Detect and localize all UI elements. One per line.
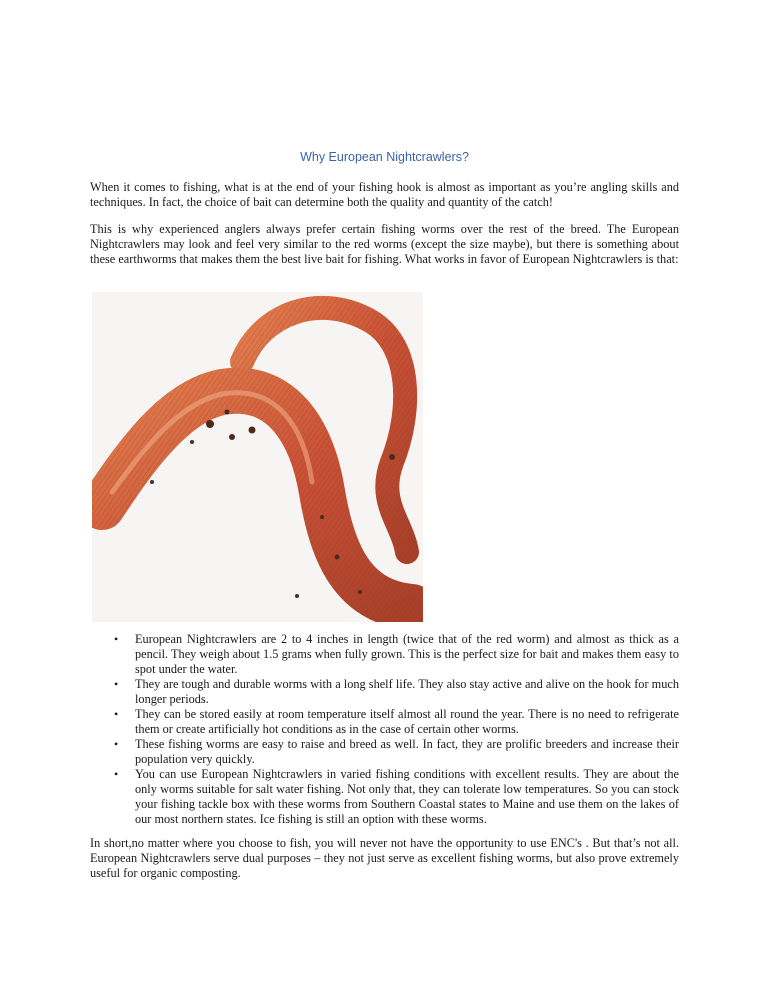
- list-item: [90, 707, 679, 737]
- list-item-text: You can use European Nightcrawlers in varied fishing conditions with excellent results. They are about the only worms suitable for salt water fishing. Not only that, they can tolerate low temperatures. So you can stock your fishing tackle box with these worms from Southern Coastal states to Maine and use them on the lakes of our most northern states. Ice fishing is still an option with these worms.: [135, 767, 679, 826]
- nightcrawler-photo: [92, 292, 423, 622]
- bullet-icon: •: [114, 632, 119, 646]
- list-item-text: They can be stored easily at room temperature itself almost all round the year. There is no need to refrigerate them or create artificially hot conditions as in the case of certain other worms.: [135, 707, 679, 736]
- intro-paragraph-2: This is why experienced anglers always prefer certain fishing worms over the rest of the breed. The European Nightcrawlers may look and feel very similar to the red worms (except the size maybe), but there is something about these earthworms that makes them the best live bait for fishing. What works in favor of European Nightcrawlers is that:: [90, 222, 679, 266]
- bullet-icon: •: [114, 707, 119, 721]
- bullet-icon: •: [114, 767, 119, 781]
- worm-benefits-list: [90, 632, 679, 827]
- list-item: [90, 632, 679, 677]
- list-item: [90, 677, 679, 707]
- list-item-text: They are tough and durable worms with a long shelf life. They also stay active and alive on the hook for much longer periods.: [135, 677, 679, 706]
- intro-paragraph-1: When it comes to fishing, what is at the end of your fishing hook is almost as important as you’re angling skills and techniques. In fact, the choice of bait can determine both the quality and quantity of the catch!: [90, 180, 679, 209]
- closing-paragraph: In short,no matter where you choose to fish, you will never not have the opportunity to use ENC's . But that’s not all. European Nightcrawlers serve dual purposes – they not just serve as excellent fishing worms, but also prove extremely useful for organic composting.: [90, 836, 679, 880]
- page-title: Why European Nightcrawlers?: [300, 150, 469, 164]
- bullet-icon: •: [114, 677, 119, 691]
- bullet-icon: •: [114, 737, 119, 751]
- list-item: [90, 767, 679, 827]
- list-item-text: European Nightcrawlers are 2 to 4 inches in length (twice that of the red worm) and almost as thick as a pencil. They weigh about 1.5 grams when fully grown. This is the perfect size for bait and makes them easy to spot under the water.: [135, 632, 679, 676]
- list-item-text: These fishing worms are easy to raise and breed as well. In fact, they are prolific breeders and increase their population very quickly.: [135, 737, 679, 766]
- list-item: [90, 737, 679, 767]
